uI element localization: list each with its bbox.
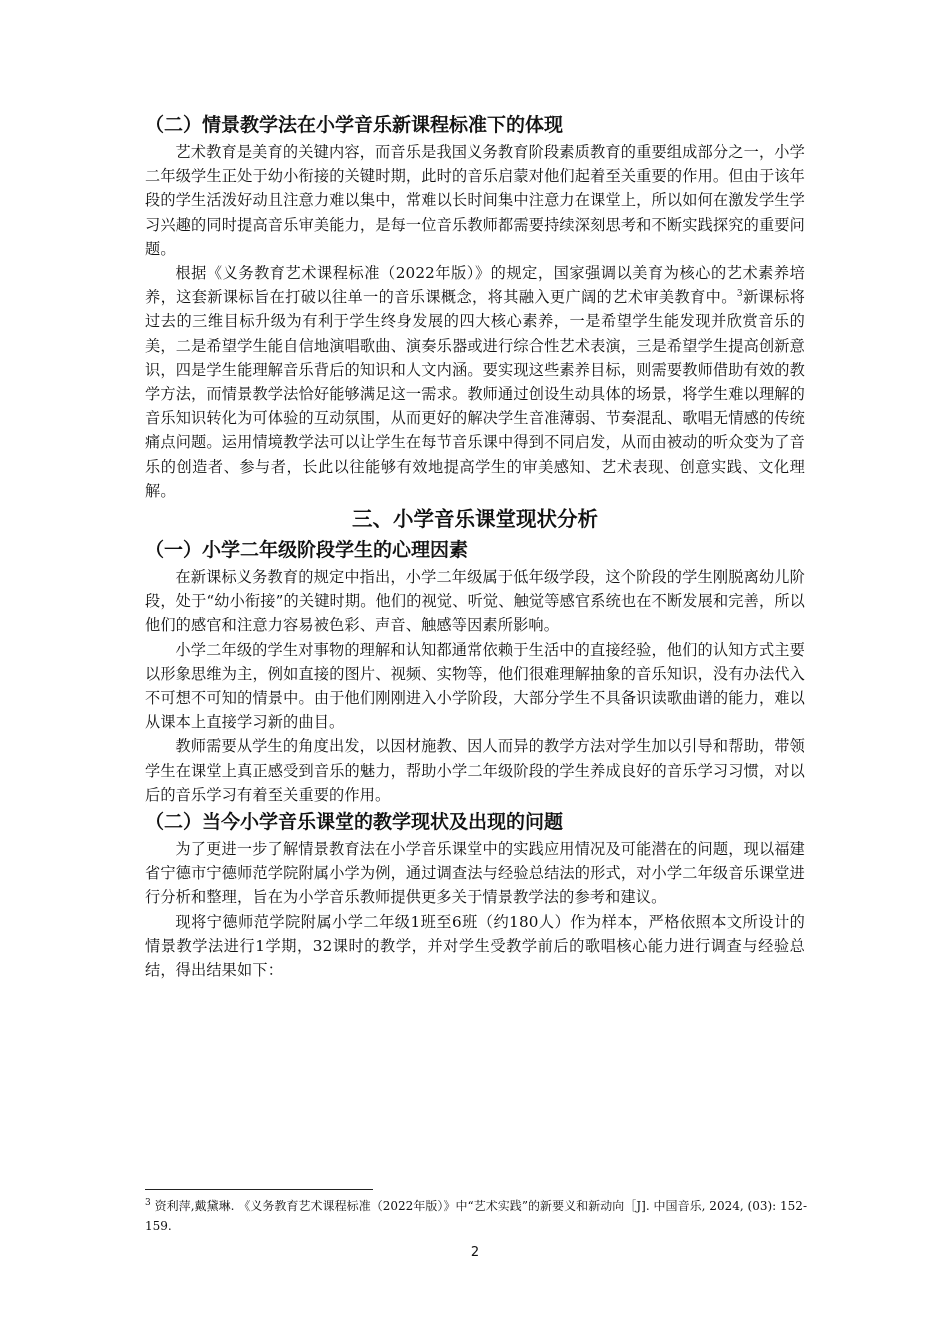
page-number: 2 xyxy=(470,1245,480,1260)
paragraph-text: 根据《义务教育艺术课程标准（2022年版）》的规定，国家强调以美育为核心的艺术素养培养，这套新课标旨在打破以往单一的音乐课概念，将其融入更广阔的艺术审美教育中。 xyxy=(145,264,805,307)
paragraph: 小学二年级的学生对事物的理解和认知都通常依赖于生活中的直接经验，他们的认知方式主要以形象思维为主，例如直接的图片、视频、实物等，他们很难理解抽象的音乐知识，没有办法代入不可想不可知的情景中。由于他们刚刚进入小学阶段，大部分学生不具备识读歌曲谱的能力，难以从课本上直接学习新的曲目。 xyxy=(145,640,805,732)
paragraph: 在新课标义务教育的规定中指出，小学二年级属于低年级学段，这个阶段的学生刚脱离幼儿阶段，处于“幼小衔接”的关键时期。他们的视觉、听觉、触觉等感官系统也在不断发展和完善，所以他们的感官和注意力容易被色彩、声音、触感等因素所影响。 xyxy=(145,568,806,635)
heading-3: 三、小学音乐课堂现状分析 xyxy=(352,507,598,532)
paragraph-text: 新课标将过去的三维目标升级为有利于学生终身发展的四大核心素养，一是希望学生能发现并欣赏音乐的美，二是希望学生能自信地演唱歌曲、演奏乐器或进行综合性艺术表演，三是希望学生提高创新意识，四是学生能理解音乐背后的知识和人文内涵。要实现这些素养目标，则需要教师借助有效的教学方法，而情景教学法恰好能够满足这一需求。教师通过创设生动具体的场景，将学生难以理解的音乐知识转化为可体验的互动氛围，从而更好的解决学生音准薄弱、节奏混乱、歌唱无情感的传统痛点问题。运用情境教学法可以让学生在每节音乐课中得到不同启发，从而由被动的听众变为了音乐的创造者、参与者，长此以往能够有效地提高学生的审美感知、艺术表现、创意实践、文化理解。 xyxy=(145,288,805,500)
footnote-text: 资利萍,戴黛琳. 《义务教育艺术课程标准（2022年版）》中“艺术实践”的新要义和新动向［J]. 中国音乐, 2024, (03): 152-159. xyxy=(145,1199,807,1233)
footnote xyxy=(145,1196,807,1236)
footnote-mark: 3 xyxy=(145,1198,151,1208)
heading-2-2: （二）情景教学法在小学音乐新课程标准下的体现 xyxy=(145,114,564,136)
footnote-ref: 3 xyxy=(736,289,743,300)
paragraph xyxy=(145,261,805,503)
heading-3-2: （二）当今小学音乐课堂的教学现状及出现的问题 xyxy=(145,811,564,834)
footnote-divider xyxy=(145,1189,373,1190)
paragraph: 为了更进一步了解情景教育法在小学音乐课堂中的实践应用情况及可能潜在的问题，现以福建省宁德市宁德师范学院附属小学为例，通过调查法与经验总结法的形式，对小学二年级音乐课堂进行分析和整理，旨在为小学音乐教师提供更多关于情景教学法的参考和建议。 xyxy=(145,840,805,907)
paragraph: 现将宁德师范学院附属小学二年级1班至6班（约180人）作为样本，严格依照本文所设计的情景教学法进行1学期，32课时的教学，并对学生受教学前后的歌唱核心能力进行调查与经验总结，得出结果如下： xyxy=(145,912,805,980)
heading-3-1: （一）小学二年级阶段学生的心理因素 xyxy=(145,539,469,562)
paragraph: 教师需要从学生的角度出发，以因材施教、因人而异的教学方法对学生加以引导和帮助，带领学生在课堂上真正感受到音乐的魅力，帮助小学二年级阶段的学生养成良好的音乐学习习惯，对以后的音乐学习有着至关重要的作用。 xyxy=(145,737,805,804)
paragraph: 艺术教育是美育的关键内容，而音乐是我国义务教育阶段素质教育的重要组成部分之一，小学二年级学生正处于幼小衔接的关键时期，此时的音乐启蒙对他们起着至关重要的作用。但由于该年段的学生活泼好动且注意力难以集中，常难以长时间集中注意力在课堂上，所以如何在激发学生学习兴趣的同时提高音乐审美能力，是每一位音乐教师都需要持续深刻思考和不断实践探究的重要问题。 xyxy=(145,143,805,258)
document-body xyxy=(145,110,805,982)
